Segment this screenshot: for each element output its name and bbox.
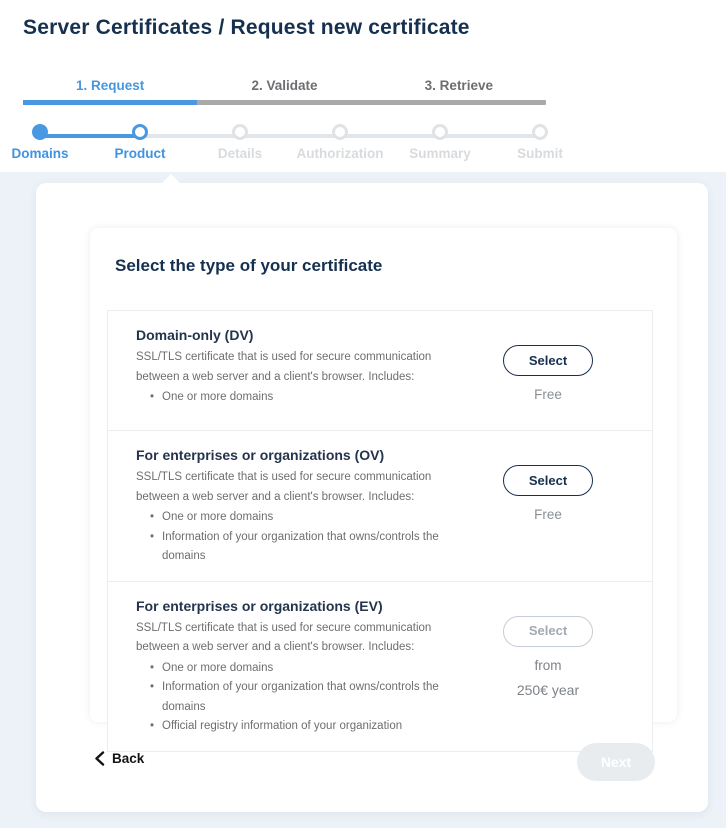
select-ev-button[interactable]: Select — [503, 616, 593, 647]
step-progress-bar — [0, 120, 600, 170]
card-heading: Select the type of your certificate — [115, 256, 383, 275]
option-dv-title: Domain-only (DV) — [136, 327, 254, 343]
option-ov-description: SSL/TLS certificate that is used for secure communication between a web server and a client's browser. Includes: — [136, 471, 432, 503]
step-summary-dot-icon — [432, 124, 448, 140]
certificate-options-list — [107, 310, 653, 752]
active-step-caret — [161, 174, 181, 184]
step-domains[interactable]: Domains — [0, 120, 90, 161]
tab-retrieve[interactable]: 3. Retrieve — [424, 78, 493, 93]
step-authorization: Authorization — [290, 120, 390, 161]
page-title: Server Certificates / Request new certificate — [23, 16, 470, 39]
step-summary: Summary — [390, 120, 490, 161]
back-button[interactable] — [94, 751, 144, 766]
tab-progress-track — [23, 100, 546, 105]
option-ov-features: • One or more domains • Information of your organization that owns/controls the domains — [136, 508, 472, 567]
option-dv-price: Free — [534, 387, 562, 402]
step-product[interactable]: Product — [90, 120, 190, 161]
option-dv-description: SSL/TLS certificate that is used for secure communication between a web server and a client's browser. Includes: — [136, 351, 432, 383]
step-details: Details — [190, 120, 290, 161]
option-ov-price: Free — [534, 507, 562, 522]
content-panel — [0, 172, 726, 828]
option-row-ov — [108, 430, 652, 581]
tab-request[interactable]: 1. Request — [76, 78, 145, 93]
select-ov-button[interactable]: Select — [503, 465, 593, 496]
back-button-label: Back — [112, 751, 145, 766]
option-row-dv — [108, 311, 652, 430]
step-domains-dot-icon — [32, 124, 48, 140]
option-ov-title: For enterprises or organizations (OV) — [136, 447, 385, 463]
wizard-card — [36, 183, 708, 812]
tab-validate[interactable]: 2. Validate — [251, 78, 318, 93]
option-ev-price-from: from — [534, 657, 562, 673]
option-ev-description: SSL/TLS certificate that is used for secure communication between a web server and a client's browser. Includes: — [136, 621, 432, 654]
chevron-left-icon — [94, 751, 105, 766]
option-ev-features: • One or more domains • Information of your organization that owns/controls the domains • Official registry information of your organization — [136, 659, 472, 737]
product-selection-card — [90, 228, 677, 733]
next-button[interactable]: Next — [577, 743, 655, 781]
step-submit-dot-icon — [532, 124, 548, 140]
wizard-phase-tabs — [23, 78, 546, 105]
step-submit: Submit — [490, 120, 590, 161]
option-ev-title: For enterprises or organizations (EV) — [136, 597, 383, 614]
option-row-ev — [108, 581, 652, 751]
step-product-dot-icon — [132, 124, 148, 140]
option-dv-features: • One or more domains — [136, 388, 472, 408]
step-details-dot-icon — [232, 124, 248, 140]
select-dv-button[interactable]: Select — [503, 345, 593, 376]
step-authorization-dot-icon — [332, 124, 348, 140]
option-ev-price: 250€ year — [516, 681, 580, 698]
tab-progress-fill — [23, 100, 197, 105]
